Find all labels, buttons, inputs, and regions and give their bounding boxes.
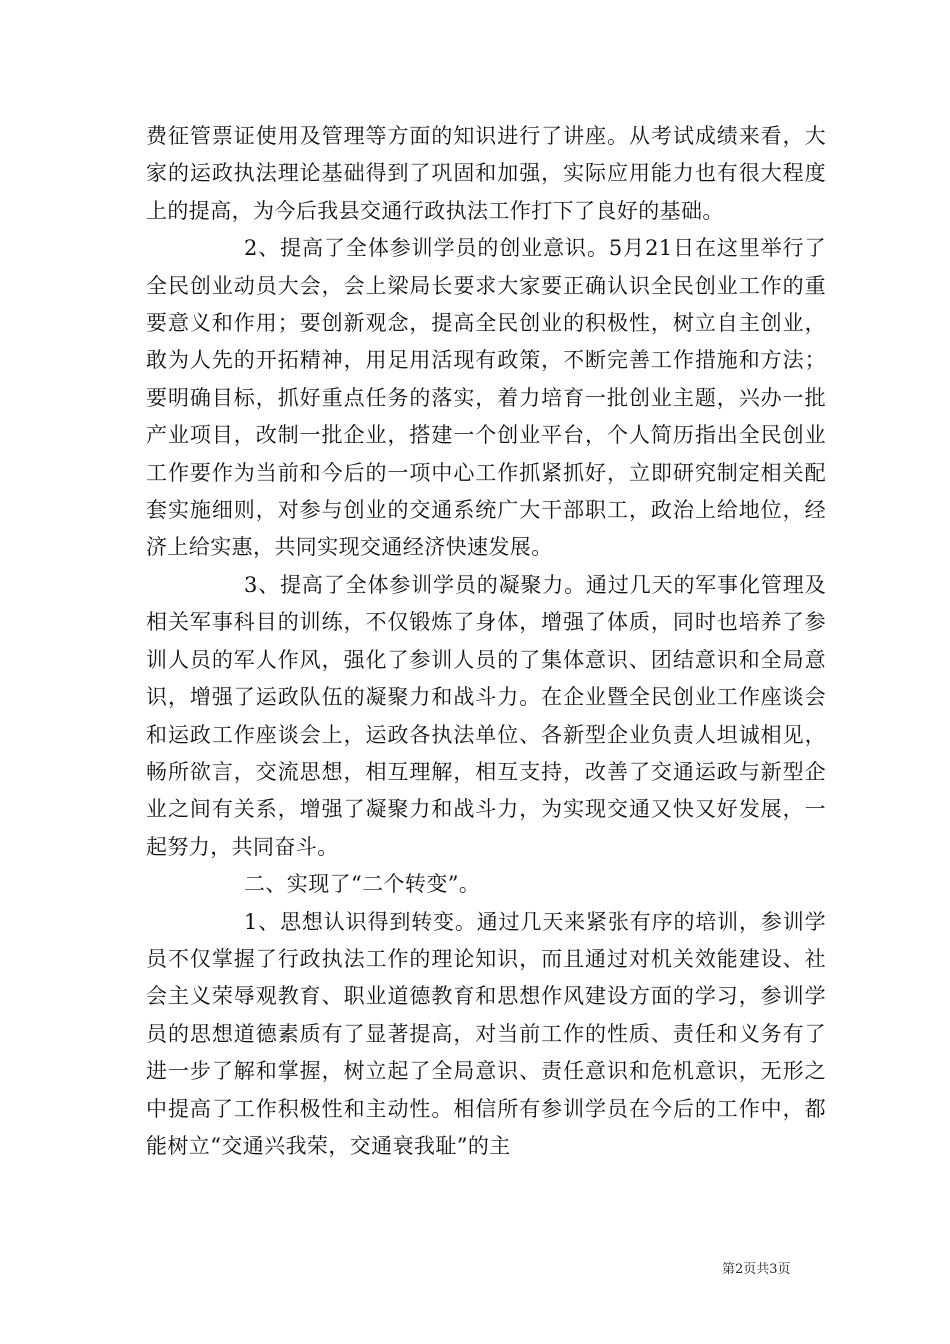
paragraph-continuation: 费征管票证使用及管理等方面的知识进行了讲座。从考试成绩来看，大家的运政执法理论基础得到了巩固和加强，实际应用能力也有很大程度上的提高，为今后我县交通行政执法工作打下了良好的基础。: [146, 124, 826, 223]
page-number: 第2页共3页: [722, 1262, 791, 1277]
document-body: [146, 118, 826, 1165]
paragraph-mindset-change: 1、思想认识得到转变。通过几天来紧张有序的培训，参训学员不仅掌握了行政执法工作的理论知识，而且通过对机关效能建设、社会主义荣辱观教育、职业道德教育和思想作风建设方面的学习，参训学员的思想道德素质有了显著提高，对当前工作的性质、责任和义务有了进一步了解和掌握，树立起了全局意识、责任意识和危机意识，无形之中提高了工作积极性和主动性。相信所有参训学员在今后的工作中，都能树立“交通兴我荣，交通衰我耻”的主: [146, 909, 826, 1158]
section-heading: 二、实现了“二个转变”。: [244, 872, 481, 897]
paragraph-entrepreneurship: 2、提高了全体参训学员的创业意识。5月21日在这里举行了全民创业动员大会，会上梁局长要求大家要正确认识全民创业工作的重要意义和作用；要创新观念，提高全民创业的积极性，树立自主创业，敢为人先的开拓精神，用足用活现有政策，不断完善工作措施和方法；要明确目标，抓好重点任务的落实，着力培育一批创业主题，兴办一批产业项目，改制一批企业，搭建一个创业平台，个人简历指出全民创业工作要作为当前和今后的一项中心工作抓紧抓好，立即研究制定相关配套实施细则，对参与创业的交通系统广大干部职工，政治上给地位，经济上给实惠，共同实现交通经济快速发展。: [146, 236, 826, 560]
paragraph-cohesion: 3、提高了全体参训学员的凝聚力。通过几天的军事化管理及相关军事科目的训练，不仅锻炼了身体，增强了体质，同时也培养了参训人员的军人作风，强化了参训人员的了集体意识、团结意识和全局意识，增强了运政队伍的凝聚力和战斗力。在企业暨全民创业工作座谈会和运政工作座谈会上，运政各执法单位、各新型企业负责人坦诚相见，畅所欲言，交流思想，相互理解，相互支持，改善了交通运政与新型企业之间有关系，增强了凝聚力和战斗力，为实现交通又快又好发展，一起努力，共同奋斗。: [146, 572, 826, 859]
